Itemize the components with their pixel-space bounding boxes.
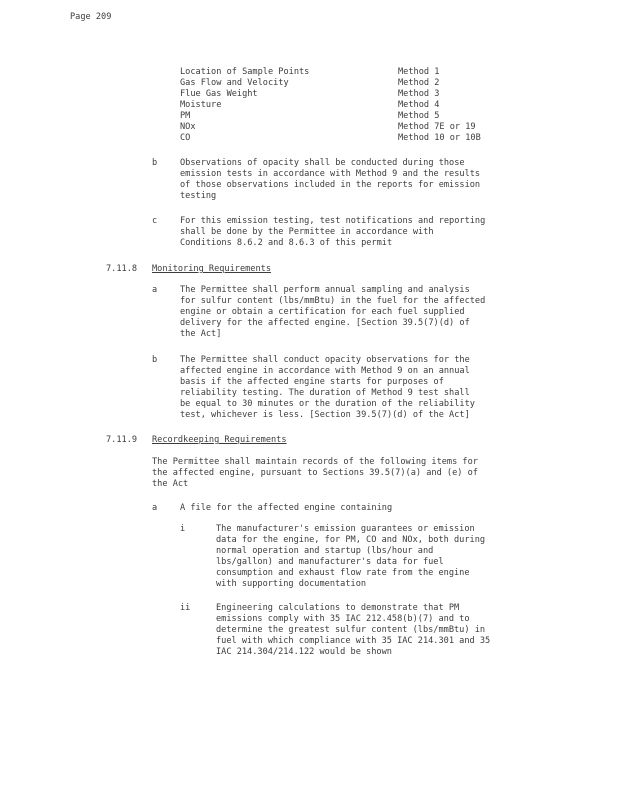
section-number-recordkeeping: 7.11.9 xyxy=(106,435,138,445)
text-line: test, whichever is less. [Section 39.5(7)(d) of the Act] xyxy=(180,410,470,420)
text-line: for sulfur content (lbs/mmBtu) in the fuel for the affected xyxy=(180,296,486,306)
section-title-recordkeeping: Recordkeeping Requirements xyxy=(152,435,287,445)
methods-table-method: Method 5 xyxy=(398,111,440,121)
methods-table-item: Flue Gas Weight xyxy=(180,89,258,99)
text-line: The manufacturer's emission guarantees or emission xyxy=(216,524,475,534)
methods-table-method: Method 7E or 19 xyxy=(398,122,476,132)
text-line: Conditions 8.6.2 and 8.6.3 of this permit xyxy=(180,238,393,248)
paragraph-b-opacity-method9 xyxy=(180,355,475,421)
text-line: The Permittee shall maintain records of the following items for xyxy=(152,457,478,467)
paragraph-b-marker: b xyxy=(152,355,158,365)
paragraph-a-sulfur-sampling xyxy=(180,285,485,340)
text-line: Observations of opacity shall be conducted during those xyxy=(180,158,465,168)
paragraph-a-file-contents: A file for the affected engine containing xyxy=(180,503,393,513)
text-line: fuel with which compliance with 35 IAC 214.301 and 35 xyxy=(216,636,491,646)
subparagraph-i-emission-data xyxy=(216,524,485,590)
text-line: the Act] xyxy=(180,329,222,339)
text-line: shall be done by the Permittee in accordance with xyxy=(180,227,434,237)
section-number-monitoring: 7.11.8 xyxy=(106,264,138,274)
text-line: affected engine in accordance with Method 9 on an annual xyxy=(180,366,470,376)
methods-table-item: CO xyxy=(180,133,191,143)
recordkeeping-intro xyxy=(152,457,478,490)
methods-table-item: Location of Sample Points xyxy=(180,67,310,77)
text-line: For this emission testing, test notifications and reporting xyxy=(180,216,486,226)
text-line: be equal to 30 minutes or the duration of the reliability xyxy=(180,399,475,409)
methods-table-method: Method 3 xyxy=(398,89,440,99)
text-line: reliability testing. The duration of Method 9 test shall xyxy=(180,388,470,398)
text-line: determine the greatest sulfur content (lbs/mmBtu) in xyxy=(216,625,486,635)
methods-table-item: Moisture xyxy=(180,100,222,110)
paragraph-a-marker: a xyxy=(152,503,158,513)
methods-table-method: Method 4 xyxy=(398,100,440,110)
subparagraph-ii-engineering-calculations xyxy=(216,603,490,658)
text-line: engine or obtain a certification for each fuel supplied xyxy=(180,307,465,317)
text-line: normal operation and startup (lbs/hour and xyxy=(216,546,434,556)
text-line: testing xyxy=(180,191,217,201)
page-number: Page 209 xyxy=(70,12,112,22)
text-line: with supporting documentation xyxy=(216,579,367,589)
text-line: emission tests in accordance with Method 9 and the results xyxy=(180,169,481,179)
text-line: Engineering calculations to demonstrate that PM xyxy=(216,603,460,613)
paragraph-c-marker: c xyxy=(152,216,158,226)
text-line: IAC 214.304/214.122 would be shown xyxy=(216,647,392,657)
text-line: the Act xyxy=(152,479,189,489)
methods-table-item: NOx xyxy=(180,122,196,132)
methods-table-method: Method 1 xyxy=(398,67,440,77)
text-line: The Permittee shall conduct opacity observations for the xyxy=(180,355,470,365)
text-line: the affected engine, pursuant to Sections 39.5(7)(a) and (e) of xyxy=(152,468,478,478)
paragraph-c-notifications xyxy=(180,216,485,249)
text-line: lbs/gallon) and manufacturer's data for fuel xyxy=(216,557,444,567)
methods-table-item: PM xyxy=(180,111,191,121)
section-title-monitoring: Monitoring Requirements xyxy=(152,264,271,274)
methods-table-method: Method 10 or 10B xyxy=(398,133,481,143)
paragraph-b-marker: b xyxy=(152,158,158,168)
text-line: delivery for the affected engine. [Section 39.5(7)(d) of xyxy=(180,318,470,328)
text-line: emissions comply with 35 IAC 212.458(b)(7) and to xyxy=(216,614,470,624)
methods-table-method: Method 2 xyxy=(398,78,440,88)
text-line: consumption and exhaust flow rate from the engine xyxy=(216,568,470,578)
text-line: basis if the affected engine starts for purposes of xyxy=(180,377,444,387)
text-line: of those observations included in the reports for emission xyxy=(180,180,481,190)
methods-table-item: Gas Flow and Velocity xyxy=(180,78,289,88)
subparagraph-ii-marker: ii xyxy=(180,603,191,613)
text-line: data for the engine, for PM, CO and NOx, both during xyxy=(216,535,486,545)
subparagraph-i-marker: i xyxy=(180,524,186,534)
paragraph-a-marker: a xyxy=(152,285,158,295)
paragraph-b-opacity-observations xyxy=(180,158,480,202)
text-line: The Permittee shall perform annual sampling and analysis xyxy=(180,285,470,295)
